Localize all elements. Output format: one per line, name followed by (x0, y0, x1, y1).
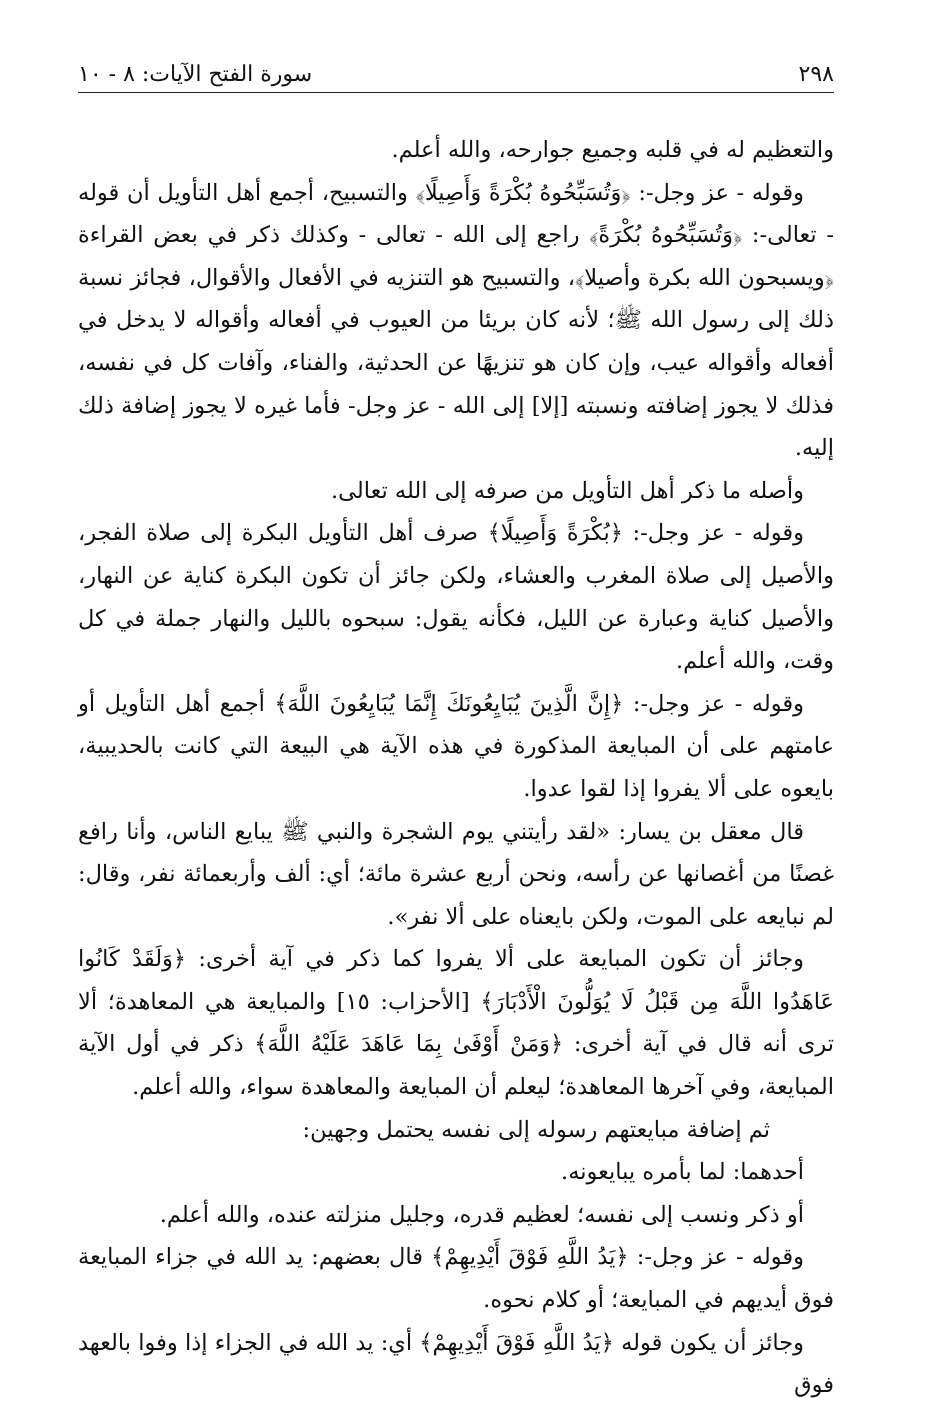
paragraph-3: وأصله ما ذكر أهل التأويل من صرفه إلى الله تعالى. (331, 477, 804, 504)
paragraph-8: ثم إضافة مبايعتهم رسوله إلى نفسه يحتمل وجهين: (302, 1116, 770, 1143)
page-body (78, 129, 834, 1407)
chapter-title: سورة الفتح الآيات: ٨ - ١٠ (78, 62, 313, 87)
paragraph-12: وجائز أن يكون قوله ﴿يَدُ اللَّهِ فَوْقَ أَيْدِيهِمْ﴾ أي: يد الله في الجزاء إذا وفوا بالعهد فوق (78, 1329, 834, 1399)
paragraph-11: وقوله - عز وجل-: ﴿يَدُ اللَّهِ فَوْقَ أَيْدِيهِمْ﴾ قال بعضهم: يد الله في جزاء المبايعة فوق أيديهم في المبايعة؛ أو كلام نحوه. (78, 1244, 834, 1314)
paragraph-9: أحدهما: لما بأمره يبايعونه. (561, 1159, 804, 1186)
paragraph-1: والتعظيم له في قلبه وجميع جوارحه، والله أعلم. (391, 137, 834, 163)
book-page (78, 52, 834, 1407)
paragraph-2: وقوله - عز وجل-: ﴿وَتُسَبِّحُوهُ بُكْرَةً وَأَصِيلًا﴾ والتسبيح، أجمع أهل التأويل أن قوله - تعالى-: ﴿وَتُسَبِّحُوهُ بُكْرَةً﴾ راجع إلى الله - تعالى - وكذلك ذكر في بعض القراءة ﴿ويسبحون الله بكرة وأصيلا﴾، والتسبيح هو التنزيه في الأفعال والأقوال، فجائز نسبة ذلك إلى رسول الله ﷺ؛ لأنه كان بريئا من العيوب في أفعاله وأقواله لا يدخل في أفعاله وأقواله عيب، وإن كان هو تنزيهًا عن الحدثية، والفناء، وآفات كل في نفسه، فذلك لا يجوز إضافته ونسبته [إلا] إلى الله - عز وجل- فأما غيره لا يجوز إضافة ذلك إليه. (78, 179, 834, 462)
running-header (78, 52, 834, 93)
paragraph-7: وجائز أن تكون المبايعة على ألا يفروا كما ذكر في آية أخرى: ﴿وَلَقَدْ كَانُوا عَاهَدُوا اللَّهَ مِن قَبْلُ لَا يُوَلُّونَ الْأَدْبَارَ﴾ [الأحزاب: ١٥] والمبايعة هي المعاهدة؛ ألا ترى أنه قال في آية أخرى: ﴿وَمَنْ أَوْفَىٰ بِمَا عَاهَدَ عَلَيْهُ اللَّهَ﴾ ذكر في أول الآية المبايعة، وفي آخرها المعاهدة؛ ليعلم أن المبايعة والمعاهدة سواء، والله أعلم. (78, 946, 834, 1101)
page-number: ٢٩٨ (798, 62, 834, 87)
paragraph-4: وقوله - عز وجل-: ﴿بُكْرَةً وَأَصِيلًا﴾ صرف أهل التأويل البكرة إلى صلاة الفجر، والأصيل إلى صلاة المغرب والعشاء، ولكن جائز أن تكون البكرة كناية عن النهار، والأصيل كناية وعبارة عن الليل، فكأنه يقول: سبحوه بالليل والنهار جملة في كل وقت، والله أعلم. (78, 520, 834, 675)
paragraph-5: وقوله - عز وجل-: ﴿إِنَّ الَّذِينَ يُبَايِعُونَكَ إِنَّمَا يُبَايِعُونَ اللَّهَ﴾ أجمع أهل التأويل أو عامتهم على أن المبايعة المذكورة في هذه الآية هي البيعة التي كانت بالحديبية، بايعوه على ألا يفروا إذا لقوا عدوا. (78, 690, 834, 802)
paragraph-10: أو ذكر ونسب إلى نفسه؛ لعظيم قدره، وجليل منزلته عنده، والله أعلم. (159, 1201, 804, 1228)
paragraph-6: قال معقل بن يسار: «لقد رأيتني يوم الشجرة والنبي ﷺ يبايع الناس، وأنا رافع غصنًا من أغصانها عن رأسه، ونحن أربع عشرة مائة؛ أي: ألف وأربعمائة نفر، وقال: لم نبايعه على الموت، ولكن بايعناه على ألا نفر». (78, 818, 834, 930)
